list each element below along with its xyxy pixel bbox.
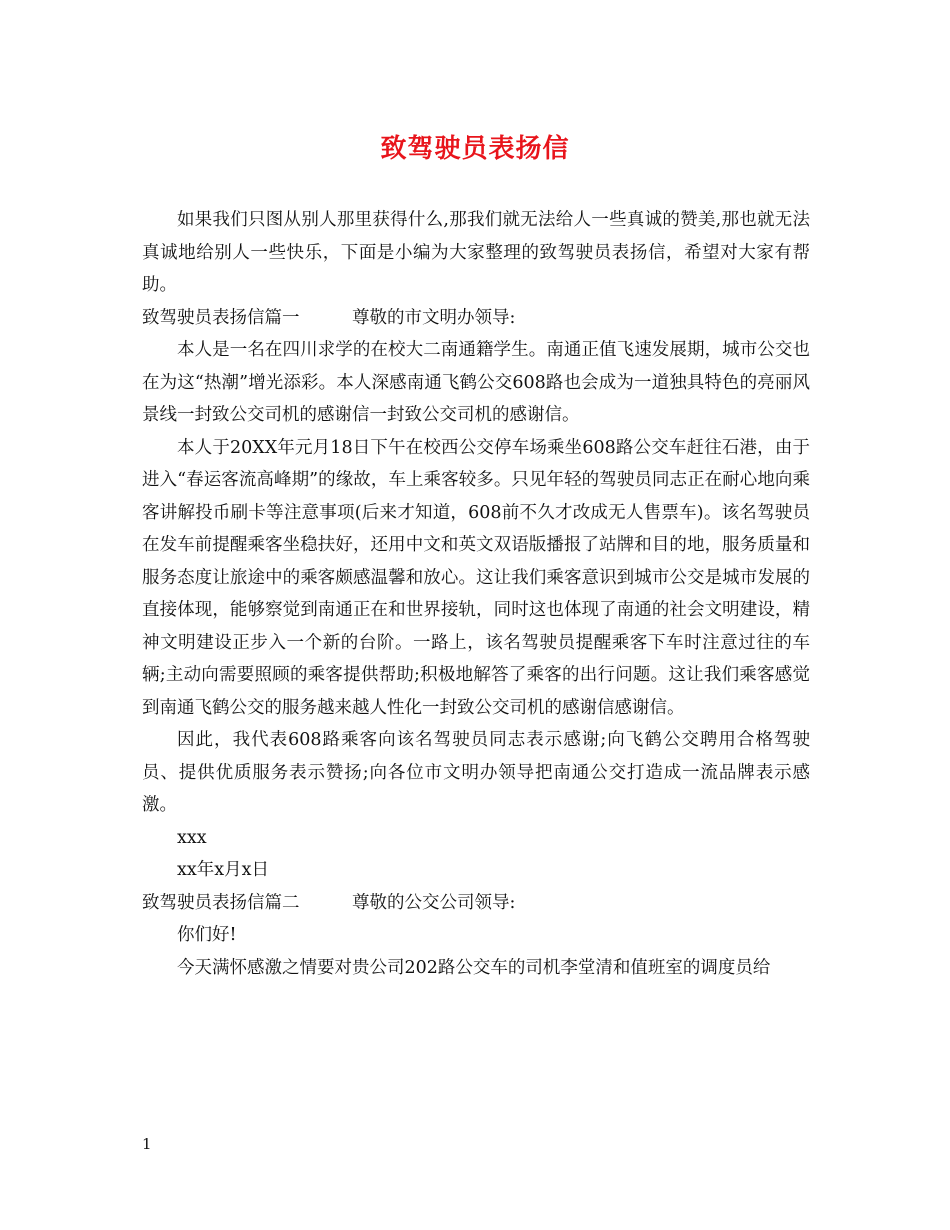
letter1-paragraph-3: 因此，我代表608路乘客向该名驾驶员同志表示感谢;向飞鹤公交聘用合格驾驶员、提供优质服务表示赞扬;向各位市文明办领导把南通公交打造成一流品牌表示感激。 [142,730,810,815]
document-body [142,204,810,984]
letter2-paragraph: 今天满怀感激之情要对贵公司202路公交车的司机李堂清和值班室的调度员给 [177,957,771,978]
letter1-paragraph-1: 本人是一名在四川求学的在校大二南通籍学生。南通正值飞速发展期，城市公交也在为这“热潮”增光添彩。本人深感南通飞鹤公交608路也会成为一道独具特色的亮丽风景线一封致公交司机的感谢信一封致公交司机的感谢信。 [142,340,810,425]
letter1-signature: xxx [177,827,207,848]
letter2-heading-line [142,887,810,920]
intro-paragraph: 如果我们只图从别人那里获得什么,那我们就无法给人一些真诚的赞美,那也就无法真诚地给别人一些快乐，下面是小编为大家整理的致驾驶员表扬信，希望对大家有帮助。 [142,210,810,295]
letter2-salutation: 尊敬的公交公司领导: [352,892,516,913]
page-number: 1 [142,1135,152,1153]
letter2-greeting: 你们好! [177,925,237,945]
letter2-heading: 致驾驶员表扬信篇二 [142,892,300,913]
letter1-date: xx年x月x日 [177,860,269,880]
letter1-heading-line [142,302,810,335]
letter1-salutation: 尊敬的市文明办领导: [352,307,516,328]
letter1-heading: 致驾驶员表扬信篇一 [142,307,300,328]
letter1-paragraph-2: 本人于20XX年元月18日下午在校西公交停车场乘坐608路公交车赶往石港，由于进入“春运客流高峰期”的缘故，车上乘客较多。只见年轻的驾驶员同志正在耐心地向乘客讲解投币刷卡等注意事项(后来才知道，608前不久才改成无人售票车)。该名驾驶员在发车前提醒乘客坐稳扶好，还用中文和英文双语版播报了站牌和目的地，服务质量和服务态度让旅途中的乘客颇感温馨和放心。这让我们乘客意识到城市公交是城市发展的直接体现，能够察觉到南通正在和世界接轨，同时这也体现了南通的社会文明建设，精神文明建设正步入一个新的台阶。一路上，该名驾驶员提醒乘客下车时注意过往的车辆;主动向需要照顾的乘客提供帮助;积极地解答了乘客的出行问题。这让我们乘客感觉到南通飞鹤公交的服务越来越人性化一封致公交司机的感谢信感谢信。 [142,437,810,718]
document-title: 致驾驶员表扬信 [380,134,570,164]
